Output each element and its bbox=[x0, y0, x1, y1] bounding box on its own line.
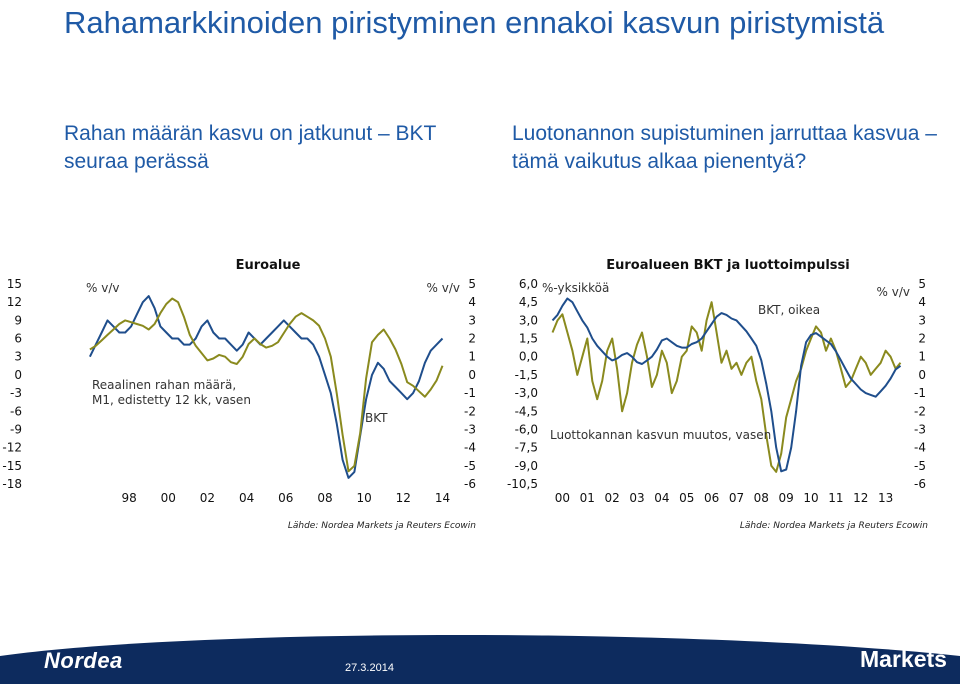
right-tick-label: -1 bbox=[464, 386, 476, 401]
left-tick-label: 9 bbox=[14, 313, 22, 328]
x-tick-label: 12 bbox=[395, 491, 411, 505]
left-tick-label: 12 bbox=[6, 295, 22, 310]
left-tick-label: -3,0 bbox=[514, 386, 538, 401]
right-tick-label: 4 bbox=[918, 295, 926, 310]
subtitle-right: Luotonannon supistuminen jarruttaa kasvua – tämä vaikutus alkaa pienentyä? bbox=[512, 122, 937, 173]
left-tick-label: 0,0 bbox=[518, 349, 538, 364]
left-axis-unit: %-yksikköä bbox=[542, 281, 610, 295]
right-tick-label: 3 bbox=[468, 313, 476, 328]
x-tick-label: 00 bbox=[160, 491, 176, 505]
left-tick-label: 15 bbox=[6, 277, 22, 291]
left-tick-label: -9,0 bbox=[514, 458, 538, 473]
right-tick-label: 2 bbox=[468, 331, 476, 346]
left-tick-label: 3 bbox=[14, 349, 22, 364]
right-tick-label: -6 bbox=[464, 477, 476, 491]
annotation-credit: Luottokannan kasvun muutos, vasen bbox=[550, 428, 772, 442]
x-tick-label: 10 bbox=[356, 491, 372, 505]
right-tick-label: 2 bbox=[918, 331, 926, 346]
x-tick-label: 07 bbox=[728, 491, 745, 505]
annotation-m1: M1, edistetty 12 kk, vasen bbox=[92, 393, 251, 407]
x-tick-label: 11 bbox=[828, 491, 844, 505]
right-tick-label: -3 bbox=[464, 422, 476, 437]
right-tick-label: 0 bbox=[468, 367, 476, 382]
right-axis-unit: % v/v bbox=[426, 281, 460, 295]
left-tick-label: 1,5 bbox=[518, 331, 538, 346]
x-tick-label: 10 bbox=[803, 491, 819, 505]
x-tick-label: 14 bbox=[434, 491, 451, 505]
left-tick-label: 3,0 bbox=[518, 313, 538, 328]
right-tick-label: -2 bbox=[464, 404, 476, 419]
left-tick-label: 4,5 bbox=[518, 295, 538, 310]
right-tick-label: -5 bbox=[464, 458, 476, 473]
left-tick-label: -18 bbox=[2, 477, 22, 491]
page-title: Rahamarkkinoiden piristyminen ennakoi kasvun piristymistä bbox=[64, 5, 885, 40]
x-tick-label: 01 bbox=[579, 491, 595, 505]
left-tick-label: -6,0 bbox=[514, 422, 538, 437]
right-tick-label: 1 bbox=[918, 349, 926, 364]
left-tick-label: -12 bbox=[2, 440, 22, 455]
x-tick-label: 98 bbox=[121, 491, 137, 505]
right-tick-label: 5 bbox=[468, 277, 476, 291]
x-tick-label: 13 bbox=[877, 491, 894, 505]
left-tick-label: -9 bbox=[10, 422, 22, 437]
x-tick-label: 08 bbox=[753, 491, 769, 505]
annotation-m1: Reaalinen rahan määrä, bbox=[92, 378, 237, 392]
x-tick-label: 04 bbox=[654, 491, 670, 505]
right-tick-label: -5 bbox=[914, 458, 926, 473]
right-tick-label: -4 bbox=[464, 440, 476, 455]
annotation-bkt: BKT bbox=[365, 411, 388, 425]
left-tick-label: -15 bbox=[2, 458, 22, 473]
x-tick-label: 06 bbox=[278, 491, 294, 505]
x-tick-label: 02 bbox=[604, 491, 620, 505]
right-tick-label: -6 bbox=[914, 477, 926, 491]
left-tick-label: 0 bbox=[14, 367, 22, 382]
right-tick-label: 0 bbox=[918, 367, 926, 382]
chart-title: Euroalue bbox=[235, 258, 301, 273]
markets-logo: Markets bbox=[860, 646, 947, 672]
source-note: Lähde: Nordea Markets ja Reuters Ecowin bbox=[287, 521, 476, 531]
x-tick-label: 00 bbox=[554, 491, 571, 505]
chart-euroalue bbox=[0, 248, 490, 548]
left-tick-label: 6,0 bbox=[518, 277, 538, 291]
right-tick-label: 5 bbox=[918, 277, 926, 291]
source-note: Lähde: Nordea Markets ja Reuters Ecowin bbox=[739, 521, 928, 531]
series-line bbox=[553, 302, 901, 472]
x-tick-label: 04 bbox=[238, 491, 255, 505]
left-tick-label: -1,5 bbox=[514, 367, 538, 382]
left-tick-label: -10,5 bbox=[506, 477, 538, 491]
right-tick-label: 4 bbox=[468, 295, 476, 310]
x-tick-label: 03 bbox=[629, 491, 645, 505]
chart-euroalue-svg bbox=[0, 248, 490, 548]
x-tick-label: 12 bbox=[853, 491, 869, 505]
right-tick-label: -2 bbox=[914, 404, 926, 419]
left-tick-label: 6 bbox=[14, 331, 22, 346]
x-tick-label: 02 bbox=[199, 491, 216, 505]
chart-euroalueen-bkt-svg bbox=[490, 248, 960, 548]
chart-euroalueen-bkt bbox=[490, 248, 960, 548]
left-tick-label: -4,5 bbox=[514, 404, 538, 419]
footer-curve-decoration bbox=[0, 634, 960, 684]
chart-title: Euroalueen BKT ja luottoimpulssi bbox=[606, 258, 850, 273]
right-tick-label: -1 bbox=[914, 386, 926, 401]
nordea-logo: Nordea bbox=[44, 648, 123, 673]
x-tick-label: 08 bbox=[317, 491, 333, 505]
x-tick-label: 06 bbox=[703, 491, 720, 505]
x-tick-label: 09 bbox=[778, 491, 794, 505]
left-axis-unit: % v/v bbox=[86, 281, 120, 295]
left-tick-label: -7,5 bbox=[514, 440, 538, 455]
left-tick-label: -6 bbox=[10, 404, 22, 419]
right-tick-label: 1 bbox=[468, 349, 476, 364]
annotation-bkt-oikea: BKT, oikea bbox=[758, 303, 821, 317]
x-tick-label: 05 bbox=[679, 491, 695, 505]
right-axis-unit: % v/v bbox=[876, 285, 910, 299]
right-tick-label: 3 bbox=[918, 313, 926, 328]
right-tick-label: -4 bbox=[914, 440, 926, 455]
left-tick-label: -3 bbox=[10, 386, 22, 401]
right-tick-label: -3 bbox=[914, 422, 926, 437]
subtitle-left: Rahan määrän kasvu on jatkunut – BKT seuraa perässä bbox=[64, 122, 437, 173]
footer-date: 27.3.2014 bbox=[345, 662, 394, 674]
footer-bar bbox=[0, 634, 960, 684]
